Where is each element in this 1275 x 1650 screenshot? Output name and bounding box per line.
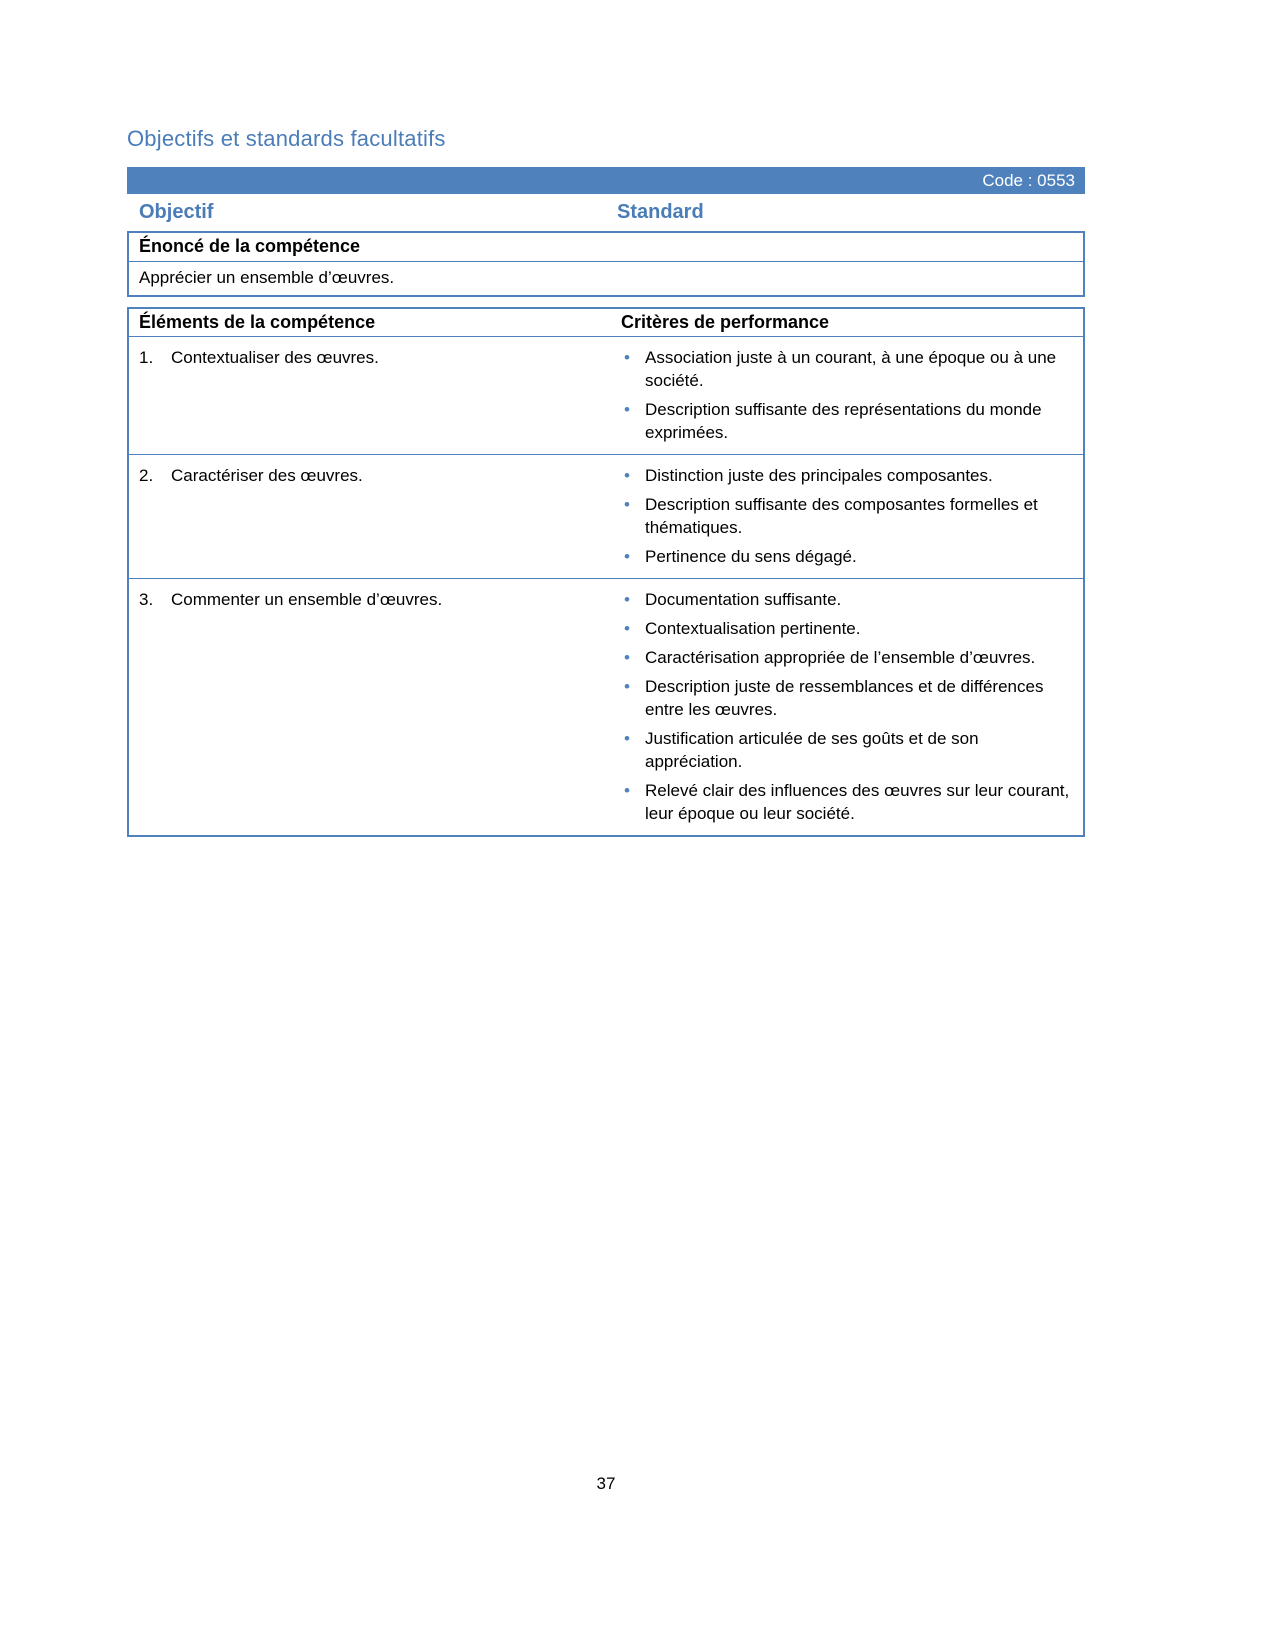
- enonce-box: [127, 231, 1085, 297]
- criteria-item: [618, 779, 1077, 825]
- table-body: [129, 337, 1083, 835]
- criteria-text: Relevé clair des influences des œuvres sur leur courant, leur époque ou leur société.: [645, 781, 1070, 823]
- bullet-icon: •: [624, 677, 630, 696]
- criteria-item: [618, 617, 1077, 640]
- bullet-icon: •: [624, 495, 630, 514]
- criteria-text: Justification articulée de ses goûts et de son appréciation.: [645, 729, 979, 771]
- element-number: 2.: [139, 466, 154, 485]
- table-row: [129, 454, 1083, 578]
- criteria-text: Caractérisation appropriée de l’ensemble d’œuvres.: [645, 648, 1036, 667]
- competence-table: [127, 307, 1085, 837]
- standard-header: Standard: [617, 201, 704, 223]
- element-text: Contextualiser des œuvres.: [171, 348, 379, 367]
- bullet-icon: •: [624, 466, 630, 485]
- element-number: 3.: [139, 590, 154, 609]
- column-headers: [127, 201, 1085, 224]
- bullet-icon: •: [624, 400, 630, 419]
- element-cell: [129, 337, 618, 454]
- bullet-icon: •: [624, 781, 630, 800]
- criteria-item: [618, 545, 1077, 568]
- criteria-item: [618, 727, 1077, 773]
- criteria-text: Description suffisante des représentations du monde exprimées.: [645, 400, 1042, 442]
- bullet-icon: •: [624, 547, 630, 566]
- criteria-cell: [618, 455, 1083, 578]
- code-label: Code : 0553: [982, 170, 1075, 190]
- bullet-icon: •: [624, 619, 630, 638]
- criteria-item: [618, 675, 1077, 721]
- criteria-text: Description suffisante des composantes formelles et thématiques.: [645, 495, 1038, 537]
- criteria-text: Contextualisation pertinente.: [645, 619, 861, 638]
- table-row: [129, 337, 1083, 454]
- criteria-text: Description juste de ressemblances et de différences entre les œuvres.: [645, 677, 1044, 719]
- element-text: Commenter un ensemble d’œuvres.: [171, 590, 443, 609]
- criteria-cell: [618, 579, 1083, 835]
- enonce-content: Apprécier un ensemble d’œuvres.: [139, 268, 395, 287]
- page-number: 37: [596, 1474, 616, 1493]
- bullet-icon: •: [624, 648, 630, 667]
- objectif-header: Objectif: [139, 201, 214, 223]
- criteria-item: [618, 588, 1077, 611]
- element-cell: [129, 579, 618, 835]
- enonce-header: Énoncé de la compétence: [129, 233, 1083, 262]
- criteria-item: [618, 464, 1077, 487]
- criteria-text: Documentation suffisante.: [645, 590, 842, 609]
- table-row: [129, 578, 1083, 835]
- criteria-text: Pertinence du sens dégagé.: [645, 547, 857, 566]
- criteria-text: Association juste à un courant, à une époque ou à une société.: [645, 348, 1057, 390]
- criteria-item: [618, 398, 1077, 444]
- criteria-item: [618, 646, 1077, 669]
- bullet-icon: •: [624, 348, 630, 367]
- bullet-icon: •: [624, 729, 630, 748]
- bullet-icon: •: [624, 590, 630, 609]
- criteria-cell: [618, 337, 1083, 454]
- element-cell: [129, 455, 618, 578]
- criteria-item: [618, 346, 1077, 392]
- code-bar: [127, 167, 1085, 194]
- elements-column-header: Éléments de la compétence: [139, 312, 376, 332]
- document-content: [127, 0, 1085, 837]
- criteres-column-header: Critères de performance: [620, 312, 830, 332]
- table-header-row: [129, 309, 1083, 337]
- element-text: Caractériser des œuvres.: [171, 466, 363, 485]
- element-number: 1.: [139, 348, 154, 367]
- criteria-text: Distinction juste des principales composantes.: [645, 466, 993, 485]
- criteria-item: [618, 493, 1077, 539]
- page-title: Objectifs et standards facultatifs: [127, 126, 446, 151]
